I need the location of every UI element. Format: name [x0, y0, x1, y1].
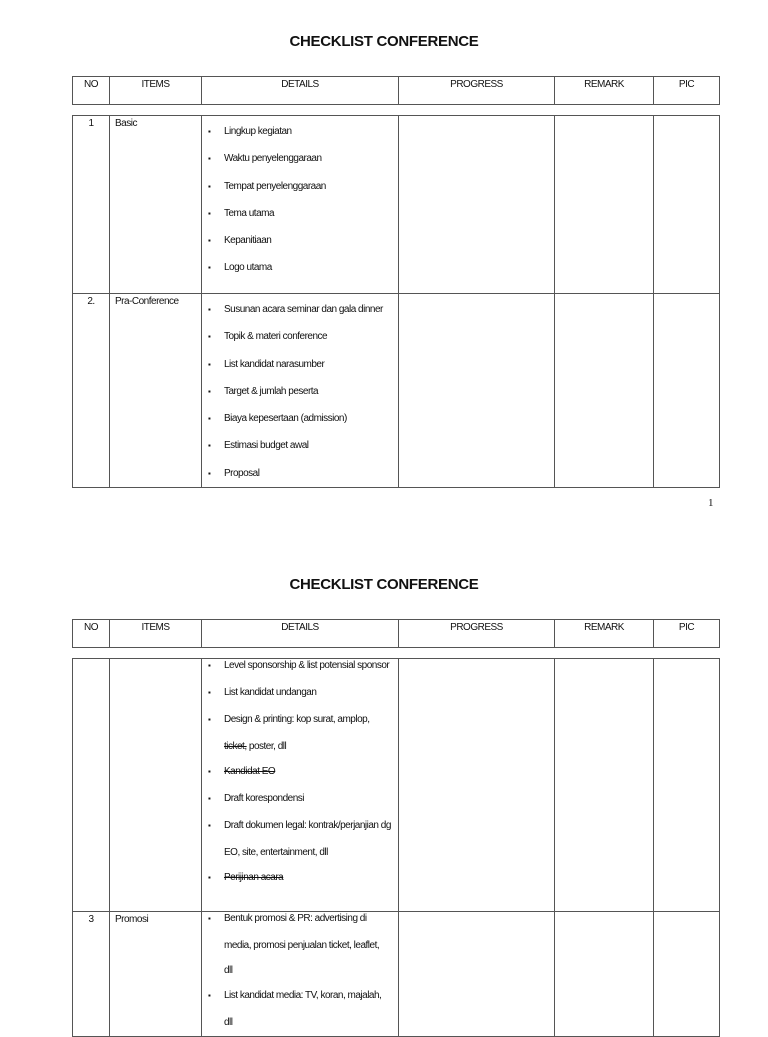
row-details — [202, 294, 399, 488]
list-item: ▪ Level sponsorship & list potensial sponsor — [208, 660, 390, 671]
bullet-icon: ▪ — [208, 127, 211, 136]
bullet-icon: ▪ — [208, 873, 211, 882]
bullet-icon: ▪ — [208, 181, 211, 191]
table-row — [73, 116, 720, 294]
row-no: 3 — [73, 912, 110, 1037]
row-pic — [654, 912, 720, 1037]
checklist-table — [72, 658, 720, 1037]
list-item: ▪ Logo utama — [208, 254, 398, 281]
list-item: ticket, poster, dll — [224, 741, 287, 752]
col-header-details: DETAILS — [202, 77, 399, 105]
row-no: 2. — [73, 294, 110, 488]
list-item: ▪ Tema utama — [208, 200, 398, 227]
bullet-icon: ▪ — [208, 236, 211, 246]
row-pic — [654, 659, 720, 912]
list-item: ▪ Design & printing: kop surat, amplop, — [208, 714, 370, 725]
header-table — [72, 619, 720, 648]
bullet-icon: ▪ — [208, 359, 211, 369]
bullet-icon: ▪ — [208, 208, 211, 218]
list-item: ▪ Kepanitiaan — [208, 227, 398, 254]
bullet-icon: ▪ — [208, 332, 211, 342]
row-remark — [555, 294, 654, 488]
row-item — [110, 659, 202, 912]
table-row — [73, 659, 720, 912]
row-remark — [555, 659, 654, 912]
struck-text: ticket, — [224, 741, 247, 752]
row-pic — [654, 116, 720, 294]
list-item: ▪ Proposal — [208, 460, 398, 487]
list-item: ▪ Target & jumlah peserta — [208, 378, 398, 405]
bullet-icon: ▪ — [208, 468, 211, 478]
bullet-icon: ▪ — [208, 661, 211, 670]
list-item: ▪ Estimasi budget awal — [208, 432, 398, 459]
bullet-icon: ▪ — [208, 794, 211, 803]
row-item: Promosi — [110, 912, 202, 1037]
bullet-icon: ▪ — [208, 154, 211, 164]
col-header-items: ITEMS — [110, 620, 202, 648]
col-header-remark: REMARK — [555, 620, 654, 648]
list-item: ▪ Kandidat EO — [208, 766, 276, 777]
list-item: media, promosi penjualan ticket, leaflet, — [224, 940, 380, 951]
bullet-icon: ▪ — [208, 441, 211, 451]
col-header-items: ITEMS — [110, 77, 202, 105]
list-item: ▪ Perijinan acara — [208, 872, 284, 883]
col-header-pic: PIC — [654, 620, 720, 648]
row-no — [73, 659, 110, 912]
row-item: Pra-Conference — [110, 294, 202, 488]
list-item: ▪ Tempat penyelenggaraan — [208, 173, 398, 200]
row-progress — [399, 116, 555, 294]
row-details — [202, 116, 399, 294]
list-item: ▪ Waktu penyelenggaraan — [208, 145, 398, 172]
page-title: CHECKLIST CONFERENCE — [289, 33, 479, 50]
row-progress — [399, 912, 555, 1037]
col-header-pic: PIC — [654, 77, 720, 105]
list-item: EO, site, entertainment, dll — [224, 847, 328, 858]
bullet-icon: ▪ — [208, 821, 211, 830]
checklist-table — [72, 115, 720, 488]
row-details — [202, 659, 399, 912]
list-item: ▪ Biaya kepesertaan (admission) — [208, 405, 398, 432]
list-item: ▪ Draft korespondensi — [208, 793, 304, 804]
list-item: ▪ Topik & materi conference — [208, 323, 398, 350]
row-details — [202, 912, 399, 1037]
page-title: CHECKLIST CONFERENCE — [289, 576, 479, 593]
bullet-icon: ▪ — [208, 715, 211, 724]
bullet-icon: ▪ — [208, 688, 211, 697]
list-item: ▪ List kandidat media: TV, koran, majalah, — [208, 990, 382, 1001]
list-item: dll — [224, 965, 233, 976]
col-header-no: NO — [73, 77, 110, 105]
row-remark — [555, 116, 654, 294]
bullet-icon: ▪ — [208, 263, 211, 273]
header-table — [72, 76, 720, 105]
table-header-row — [73, 620, 720, 648]
col-header-progress: PROGRESS — [399, 620, 555, 648]
bullet-icon: ▪ — [208, 991, 211, 1000]
bullet-icon: ▪ — [208, 414, 211, 424]
bullet-icon: ▪ — [208, 767, 211, 776]
bullet-icon: ▪ — [208, 914, 211, 923]
table-row — [73, 912, 720, 1037]
row-progress — [399, 294, 555, 488]
row-pic — [654, 294, 720, 488]
list-item: ▪ Susunan acara seminar dan gala dinner — [208, 296, 398, 323]
list-item: ▪ Bentuk promosi & PR: advertising di — [208, 913, 367, 924]
col-header-remark: REMARK — [555, 77, 654, 105]
row-no: 1 — [73, 116, 110, 294]
table-row — [73, 294, 720, 488]
table-header-row — [73, 77, 720, 105]
page-number: 1 — [708, 497, 714, 509]
list-item: ▪ List kandidat narasumber — [208, 351, 398, 378]
list-item: ▪ Draft dokumen legal: kontrak/perjanjian dg — [208, 820, 391, 831]
list-item: ▪ Lingkup kegiatan — [208, 118, 398, 145]
bullet-icon: ▪ — [208, 386, 211, 396]
list-item: ▪ List kandidat undangan — [208, 687, 317, 698]
list-item: dll — [224, 1017, 233, 1028]
row-item: Basic — [110, 116, 202, 294]
col-header-details: DETAILS — [202, 620, 399, 648]
col-header-progress: PROGRESS — [399, 77, 555, 105]
bullet-icon: ▪ — [208, 305, 211, 314]
row-progress — [399, 659, 555, 912]
row-remark — [555, 912, 654, 1037]
col-header-no: NO — [73, 620, 110, 648]
